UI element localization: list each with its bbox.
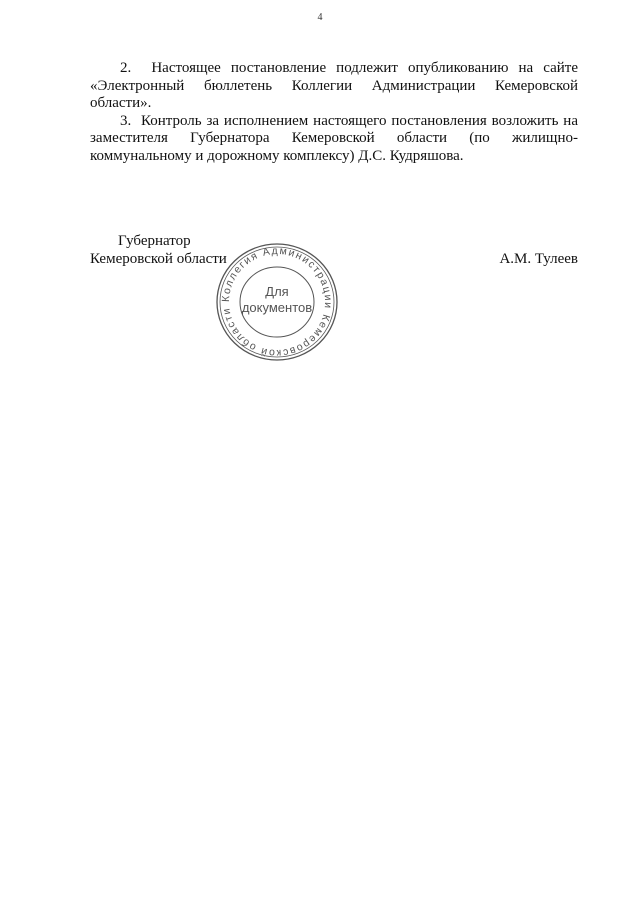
document-body [90, 60, 578, 165]
signatory-name: А.М. Тулеев [499, 251, 578, 267]
signatory-position-line2: Кемеровской области [90, 251, 227, 267]
paragraph-3: 3. Контроль за исполнением настоящего постановления возложить на заместителя Губернатора Кемеровской области (по жилищно-коммунальному и дорожному комплексу) Д.С. Кудряшова. [90, 112, 578, 164]
official-seal-stamp [212, 240, 342, 365]
stamp-center-line1: Для [265, 284, 289, 299]
page-number: 4 [317, 12, 323, 23]
stamp-center-line2: документов [241, 300, 313, 315]
paragraph-2: 2. Настоящее постановление подлежит опубликованию на сайте «Электронный бюллетень Коллегии Администрации Кемеровской области». [90, 60, 578, 111]
signatory-position-line1: Губернатор [118, 233, 191, 249]
stamp-ring-text: Коллегия Администрации Кемеровской области [219, 244, 335, 360]
